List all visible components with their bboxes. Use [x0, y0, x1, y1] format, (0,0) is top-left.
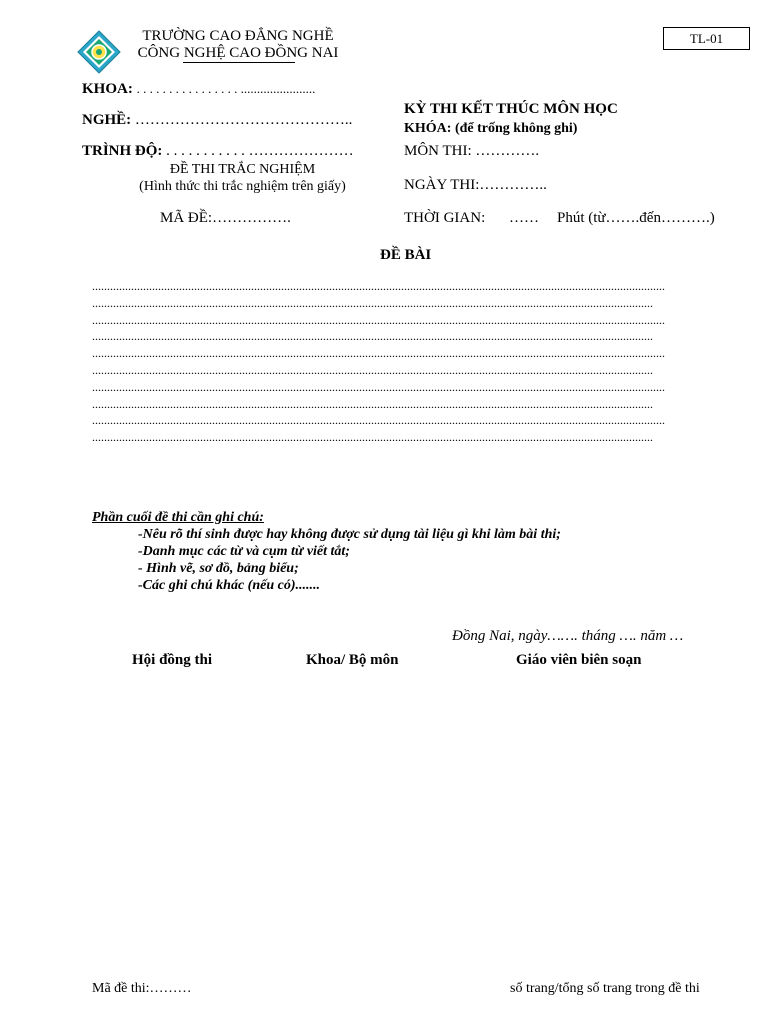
khoa-right-label: KHÓA:: [404, 121, 452, 136]
mon-thi: MÔN THI: ………….: [404, 143, 540, 159]
teacher-label: Giáo viên biên soạn: [516, 652, 642, 668]
section-title: ĐỀ BÀI: [380, 247, 432, 263]
dotted-answer-line: ...............................................................................................................................................................................................: [92, 380, 665, 393]
dotted-answer-line: ...........................................................................................................................................................................................: [92, 431, 653, 444]
nghe-label: NGHỀ:: [82, 112, 132, 128]
nghe-value: ……………………………………..: [134, 112, 353, 128]
dotted-answer-line: ...............................................................................................................................................................................................: [92, 347, 665, 360]
nghe-field: [82, 112, 352, 129]
ma-de: MÃ ĐỀ:…………….: [160, 210, 291, 226]
footer-ma-de-thi: Mã đề thi:………: [92, 981, 192, 996]
thoi-gian-value: ……: [509, 210, 539, 226]
thoi-gian-label: THỜI GIAN:: [404, 210, 486, 226]
exam-title: KỲ THI KẾT THÚC MÔN HỌC: [404, 101, 618, 117]
school-logo-icon: [77, 30, 121, 74]
council-label: Hội đồng thi: [132, 652, 213, 668]
school-name-line2: CÔNG NGHỆ CAO ĐỒNG NAI: [137, 45, 339, 61]
note-item: -Danh mục các từ và cụm từ viết tắt;: [138, 544, 350, 559]
dotted-answer-line: ...........................................................................................................................................................................................: [92, 296, 653, 309]
khoa-field: [82, 81, 315, 98]
form-code-box: TL-01: [663, 27, 750, 50]
dotted-answer-line: ...............................................................................................................................................................................................: [92, 313, 665, 326]
notes-heading: Phần cuối đề thi cần ghi chú:: [92, 510, 264, 525]
exam-type: ĐỀ THI TRẮC NGHIỆM: [169, 162, 316, 177]
note-item: -Nêu rõ thí sinh được hay không được sử dụng tài liệu gì khi làm bài thi;: [138, 527, 561, 542]
dotted-answer-line: ...............................................................................................................................................................................................: [92, 414, 665, 427]
dotted-answer-line: ...........................................................................................................................................................................................: [92, 364, 653, 376]
note-item: - Hình vẽ, sơ đồ, bảng biểu;: [138, 561, 299, 576]
department-label: Khoa/ Bộ môn: [306, 652, 399, 668]
khoa-value: . . . . . . . . . . . . . . . . .......................: [136, 81, 316, 96]
school-name-line1: TRƯỜNG CAO ĐẲNG NGHỀ: [142, 28, 334, 44]
exam-form: (Hình thức thi trắc nghiệm trên giấy): [139, 179, 346, 194]
trinh-do-field: [82, 143, 354, 160]
phut-range: Phút (từ…….đến……….): [557, 210, 715, 226]
ngay-thi: NGÀY THI:…………..: [404, 177, 547, 193]
khoa-label: KHOA:: [82, 81, 133, 97]
note-item: -Các ghi chú khác (nếu có).......: [138, 578, 320, 593]
dotted-answer-line: ...............................................................................................................................................................................................: [92, 280, 665, 292]
khoa-right-note: (để trống không ghi): [454, 121, 578, 136]
date-line: Đồng Nai, ngày……. tháng …. năm …: [452, 628, 684, 644]
trinh-do-label: TRÌNH ĐỘ:: [82, 143, 163, 159]
footer-page-note: số trang/tổng số trang trong đề thi: [510, 981, 700, 996]
trinh-do-value: . . . . . . . . . . . …………………: [166, 143, 354, 159]
dotted-answer-line: ...........................................................................................................................................................................................: [92, 397, 653, 410]
header-underline: [183, 62, 295, 63]
dotted-answer-line: ...........................................................................................................................................................................................: [92, 330, 653, 343]
khoa-right-field: [404, 121, 577, 137]
